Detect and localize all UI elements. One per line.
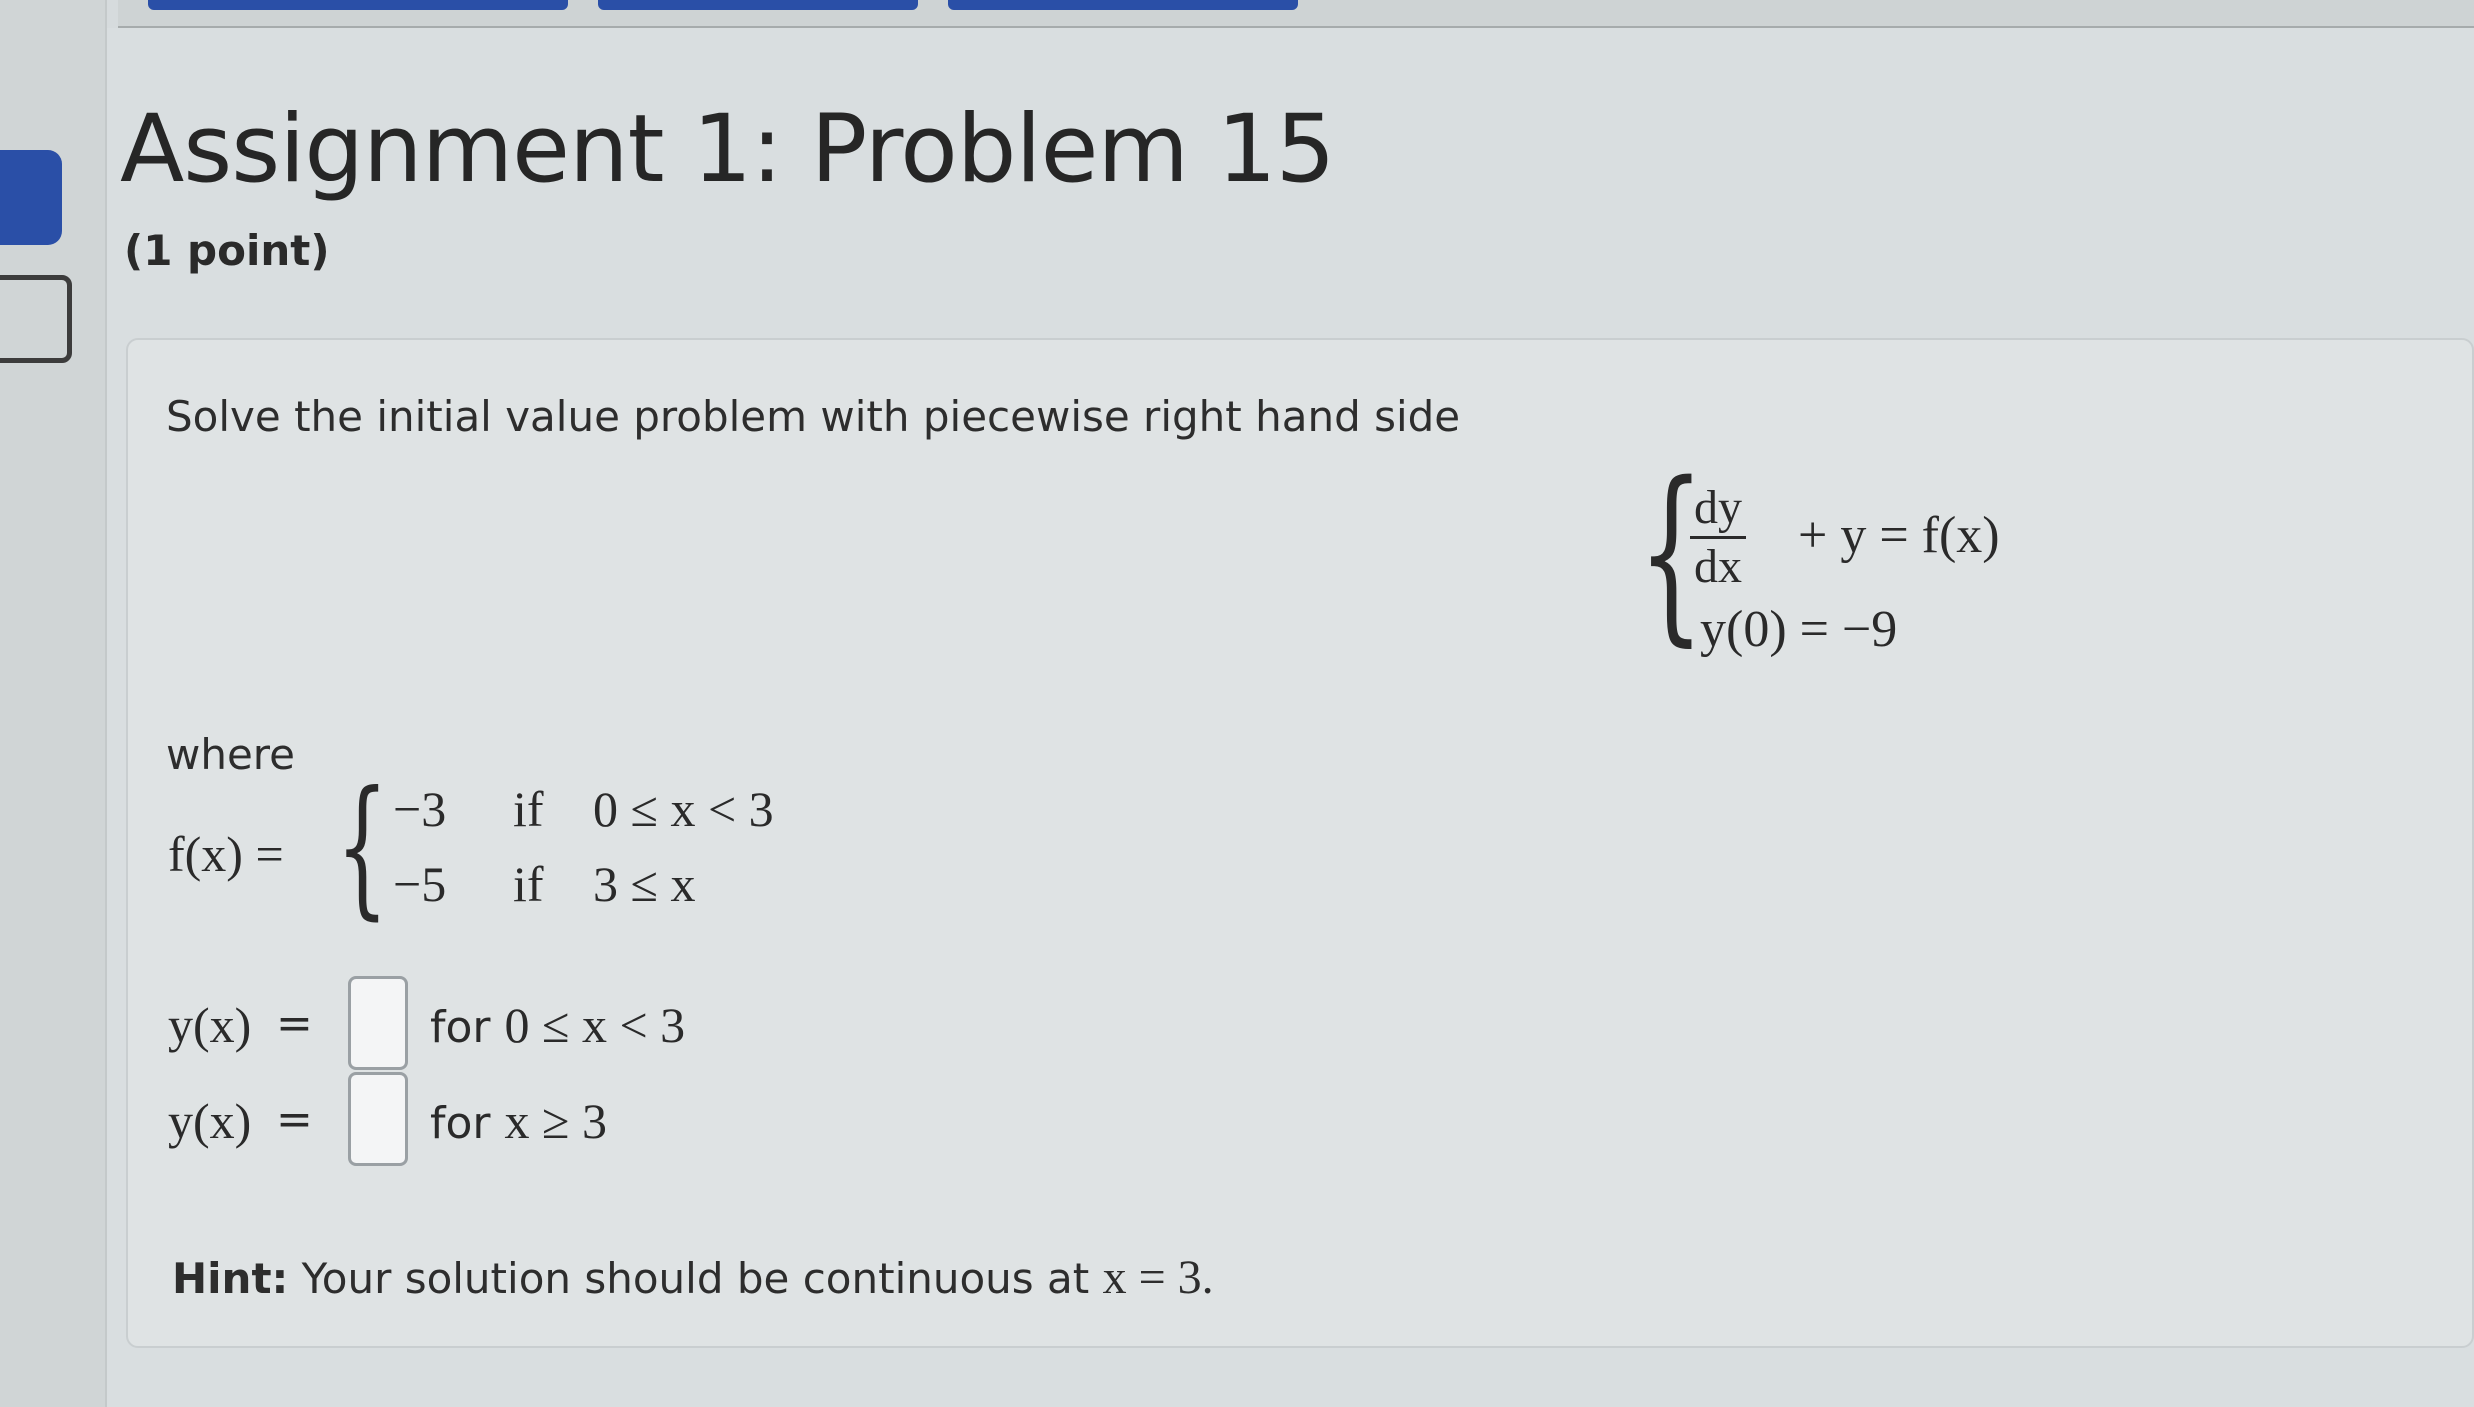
points-label: (1 point) [124, 226, 330, 275]
condition-prefix: for [430, 1098, 491, 1149]
case-if: if [513, 781, 544, 837]
answer-row [168, 1072, 968, 1172]
case-condition: 3 ≤ x [593, 856, 696, 912]
initial-condition: y(0) = −9 [1700, 601, 1898, 658]
left-brace: { [1638, 442, 1705, 663]
derivative-fraction [1690, 480, 1746, 595]
hint [172, 1250, 1214, 1305]
answer-input[interactable] [348, 1072, 408, 1166]
answer-condition [430, 996, 685, 1054]
ode-equation: + y = f(x) [1798, 507, 2000, 564]
top-tab[interactable] [948, 0, 1298, 10]
case-if: if [513, 856, 544, 912]
top-tab-strip [118, 0, 2474, 28]
fraction-numerator: dy [1690, 480, 1746, 539]
case-value: −5 [393, 856, 447, 912]
problem-intro: Solve the initial value problem with piecewise right hand side [166, 392, 1461, 441]
hint-text: Your solution should be continuous at [288, 1254, 1103, 1303]
answer-input[interactable] [348, 976, 408, 1070]
equals-sign: = [276, 1094, 313, 1145]
fx-lhs: f(x) = [168, 826, 284, 882]
case-value: −3 [393, 781, 447, 837]
top-tab[interactable] [148, 0, 568, 10]
left-brace: { [336, 760, 389, 934]
nav-tab-active[interactable] [0, 150, 62, 245]
answer-row [168, 976, 968, 1076]
hint-label: Hint: [172, 1254, 289, 1303]
condition-math: x ≥ 3 [504, 1093, 607, 1149]
answer-condition [430, 1092, 607, 1150]
piecewise-definition [168, 760, 868, 940]
condition-math: 0 ≤ x < 3 [504, 997, 686, 1053]
problem-panel [126, 338, 2474, 1348]
condition-prefix: for [430, 1002, 491, 1053]
equals-sign: = [276, 998, 313, 1049]
answer-lhs: y(x) [168, 1093, 252, 1149]
nav-tab[interactable] [0, 275, 72, 363]
page-title: Assignment 1: Problem 15 [120, 95, 1335, 204]
answer-lhs: y(x) [168, 997, 252, 1053]
ivp-system [1618, 442, 2178, 680]
left-nav-gutter [0, 0, 107, 1407]
top-tab[interactable] [598, 0, 918, 10]
case-condition: 0 ≤ x < 3 [593, 781, 774, 837]
fraction-denominator: dx [1694, 540, 1742, 593]
where-label: where [166, 730, 295, 779]
hint-math: x = 3. [1102, 1251, 1214, 1304]
